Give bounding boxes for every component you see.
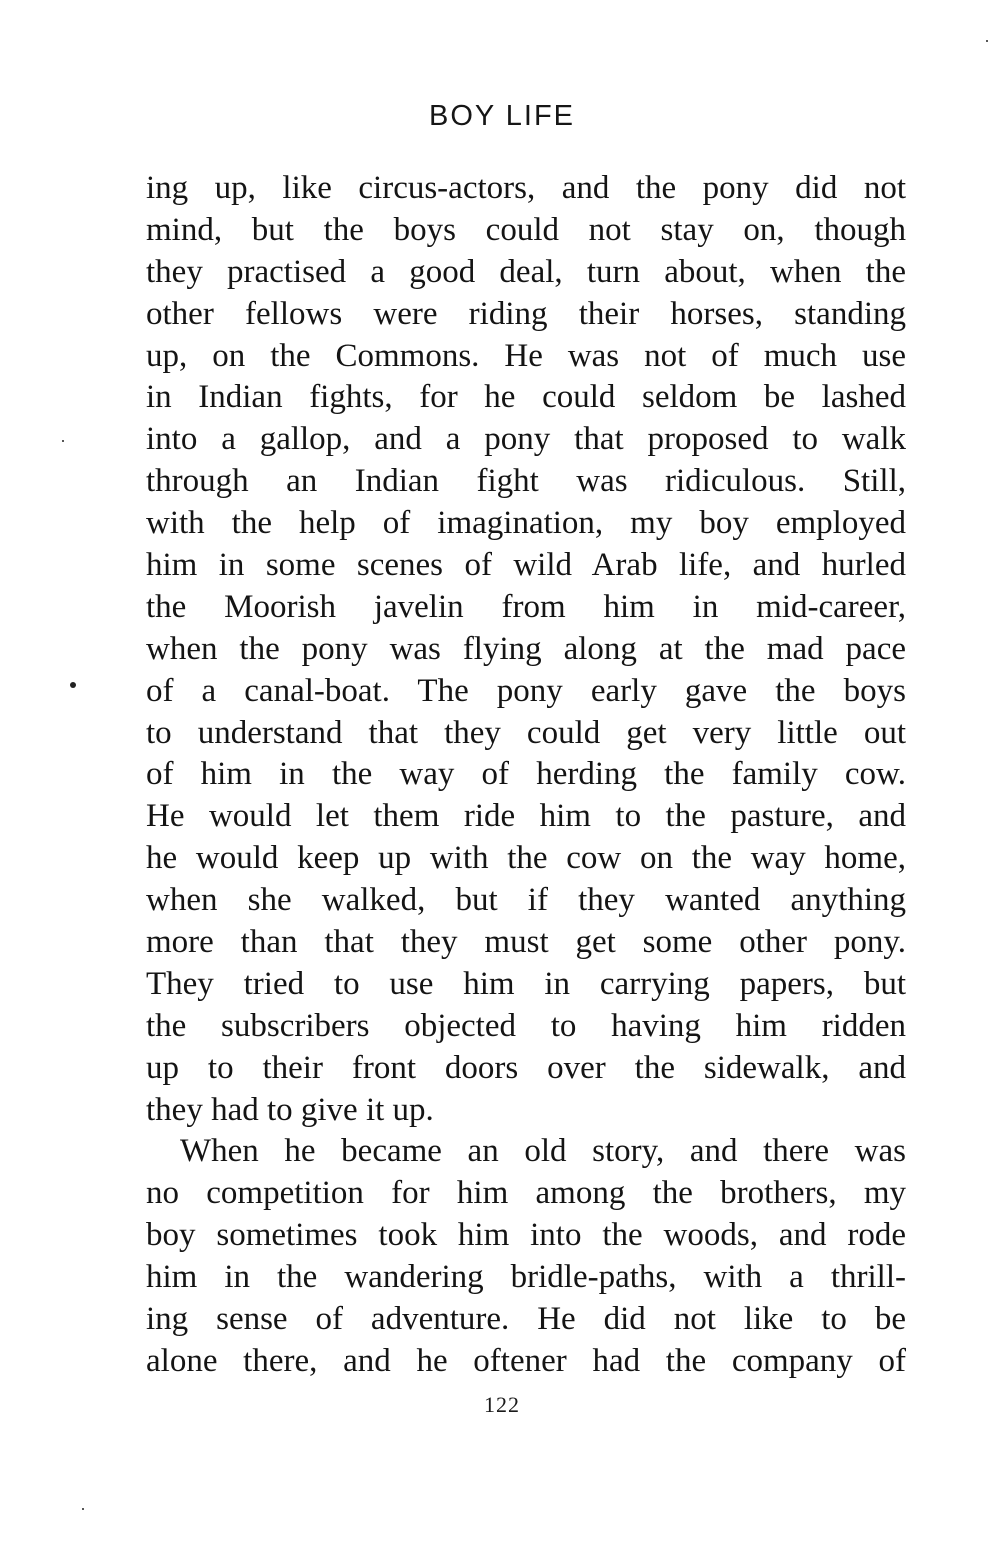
text-line: with the help of imagination, my boy employed — [146, 505, 906, 542]
text-line: up to their front doors over the sidewalk, and — [146, 1049, 906, 1086]
text-line: him in the wandering bridle-paths, with a thrill- — [146, 1259, 906, 1296]
text-line: they practised a good deal, turn about, when the — [146, 253, 906, 290]
text-line: to understand that they could get very little out — [146, 714, 906, 751]
running-head: BOY LIFE — [428, 100, 576, 132]
scan-speck — [986, 40, 988, 42]
text-line-paragraph-end: they had to give it up. — [146, 1091, 434, 1128]
text-line: of a canal-boat. The pony early gave the boys — [146, 672, 906, 709]
text-line: when the pony was flying along at the mad pace — [146, 630, 906, 667]
text-line: He would let them ride him to the pasture, and — [146, 798, 906, 835]
text-line: more than that they must get some other pony. — [146, 924, 906, 961]
text-line: him in some scenes of wild Arab life, and hurled — [146, 547, 906, 584]
text-line: alone there, and he oftener had the company of — [146, 1342, 906, 1379]
text-line: other fellows were riding their horses, standing — [146, 295, 906, 332]
body-text — [146, 168, 906, 1383]
text-line: mind, but the boys could not stay on, though — [146, 211, 906, 248]
text-line-paragraph-start: When he became an old story, and there was — [180, 1133, 906, 1170]
page-number: 122 — [484, 1392, 520, 1417]
text-line: ing up, like circus-actors, and the pony did not — [146, 170, 906, 206]
text-line: in Indian fights, for he could seldom be lashed — [146, 379, 906, 416]
scan-speck — [82, 1508, 84, 1510]
text-line: the subscribers objected to having him ridden — [146, 1007, 906, 1044]
text-line: when she walked, but if they wanted anything — [146, 882, 906, 919]
text-line: the Moorish javelin from him in mid-career, — [146, 588, 906, 625]
text-line: through an Indian fight was ridiculous. Still, — [146, 463, 906, 500]
text-line: up, on the Commons. He was not of much use — [146, 337, 906, 374]
text-line: They tried to use him in carrying papers, but — [146, 965, 906, 1002]
text-line: he would keep up with the cow on the way home, — [146, 840, 906, 877]
text-line: boy sometimes took him into the woods, and rode — [146, 1217, 906, 1254]
text-line: into a gallop, and a pony that proposed to walk — [146, 421, 906, 458]
scan-speck — [70, 682, 76, 688]
text-line: no competition for him among the brothers, my — [146, 1175, 906, 1212]
scan-speck — [62, 440, 64, 442]
text-line: ing sense of adventure. He did not like to be — [146, 1301, 906, 1338]
text-line: of him in the way of herding the family cow. — [146, 756, 906, 793]
